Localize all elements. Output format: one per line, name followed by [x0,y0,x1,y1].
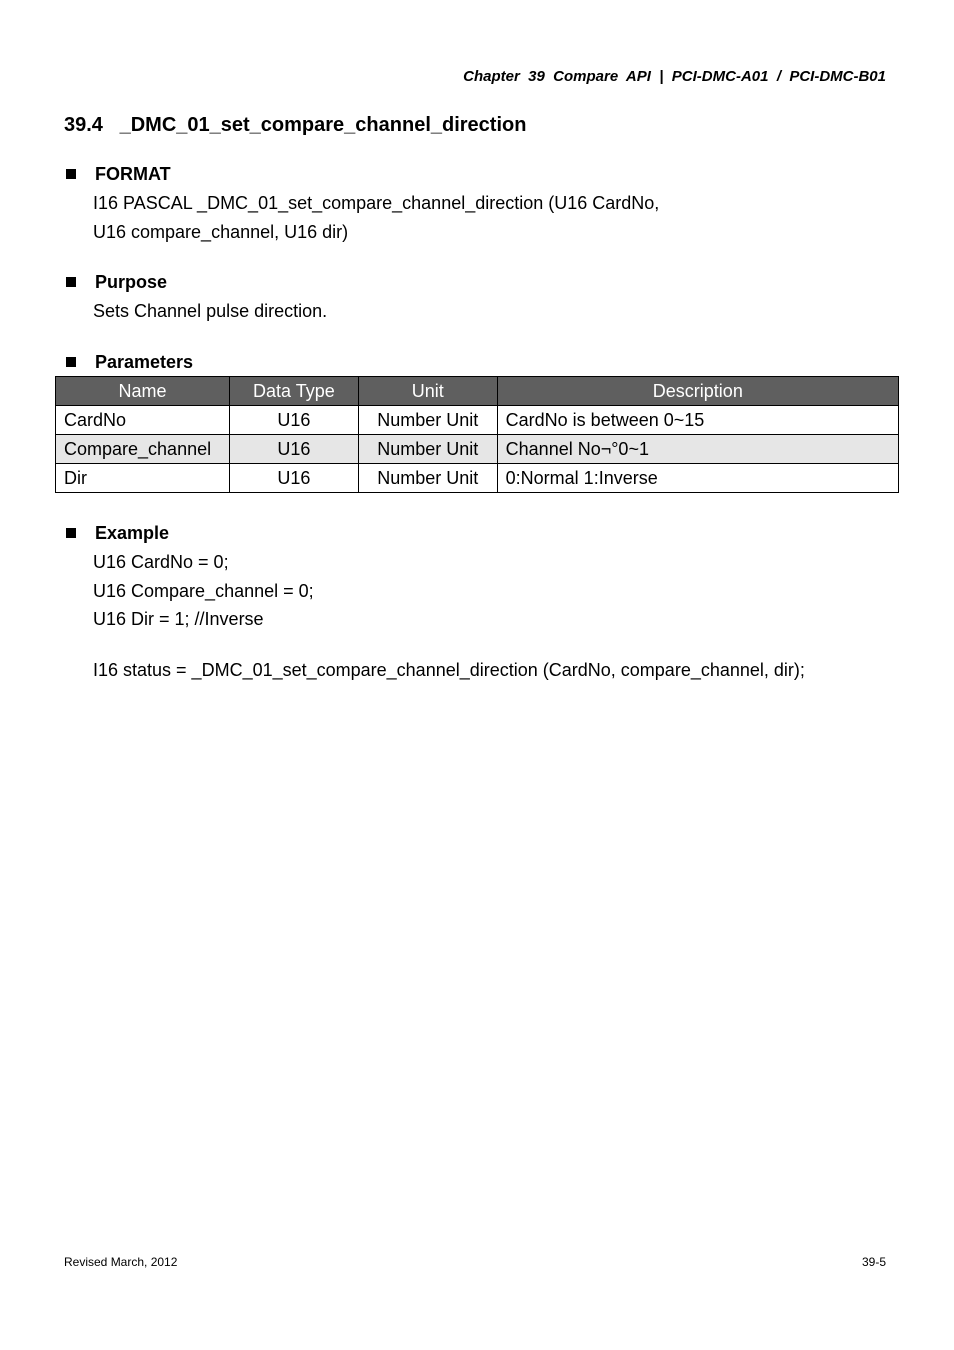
param-name: Compare_channel [56,435,230,464]
parameters-heading-label: Parameters [95,351,194,372]
example-call-line: I16 status = _DMC_01_set_compare_channel_direction (CardNo, compare_channel, dir); [93,659,805,680]
param-type: U16 [229,406,358,435]
purpose-heading [64,270,327,294]
purpose-section [64,270,327,326]
param-description: Channel No¬°0~1 [497,435,898,464]
param-type: U16 [229,464,358,493]
section-title-text: _DMC_01_set_compare_channel_direction [119,114,527,136]
square-bullet-icon [66,169,76,179]
param-unit: Number Unit [358,464,497,493]
param-description: CardNo is between 0~15 [497,406,898,435]
format-heading [64,162,659,186]
square-bullet-icon [66,277,76,287]
parameters-section [64,350,193,374]
table-row [56,435,899,464]
example-heading-label: Example [95,522,170,543]
section-title [64,114,526,137]
table-row [56,464,899,493]
table-row [56,406,899,435]
example-line: U16 Compare_channel = 0; [93,580,314,601]
footer-revision: Revised March, 2012 [64,1255,178,1269]
param-unit: Number Unit [358,406,497,435]
parameters-table [55,376,899,493]
footer-page-number: 39-5 [861,1255,886,1269]
column-header-data-type: Data Type [229,377,358,406]
param-type: U16 [229,435,358,464]
format-line: I16 PASCAL _DMC_01_set_compare_channel_direction (U16 CardNo, [93,193,660,213]
purpose-heading-label: Purpose [95,271,168,292]
purpose-text: Sets Channel pulse direction. [93,301,328,321]
square-bullet-icon [66,528,76,538]
table-header-row [56,377,899,406]
square-bullet-icon [66,357,76,367]
format-heading-label: FORMAT [95,163,171,184]
example-line: U16 CardNo = 0; [93,552,229,572]
param-description: 0:Normal 1:Inverse [497,464,898,493]
column-header-description: Description [497,377,898,406]
param-name: Dir [56,464,230,493]
example-heading [64,521,805,545]
column-header-name: Name [56,377,230,406]
example-section [64,521,805,684]
running-header: Chapter 39 Compare API | PCI-DMC-A01 / PCI-DMC-B01 [463,68,886,85]
param-name: CardNo [56,406,230,435]
format-section [64,162,659,246]
example-line: U16 Dir = 1; //Inverse [93,609,264,629]
format-line: U16 compare_channel, U16 dir) [93,221,349,242]
parameters-heading [64,350,193,374]
column-header-unit: Unit [358,377,497,406]
param-unit: Number Unit [358,435,497,464]
section-number: 39.4 [64,114,103,136]
